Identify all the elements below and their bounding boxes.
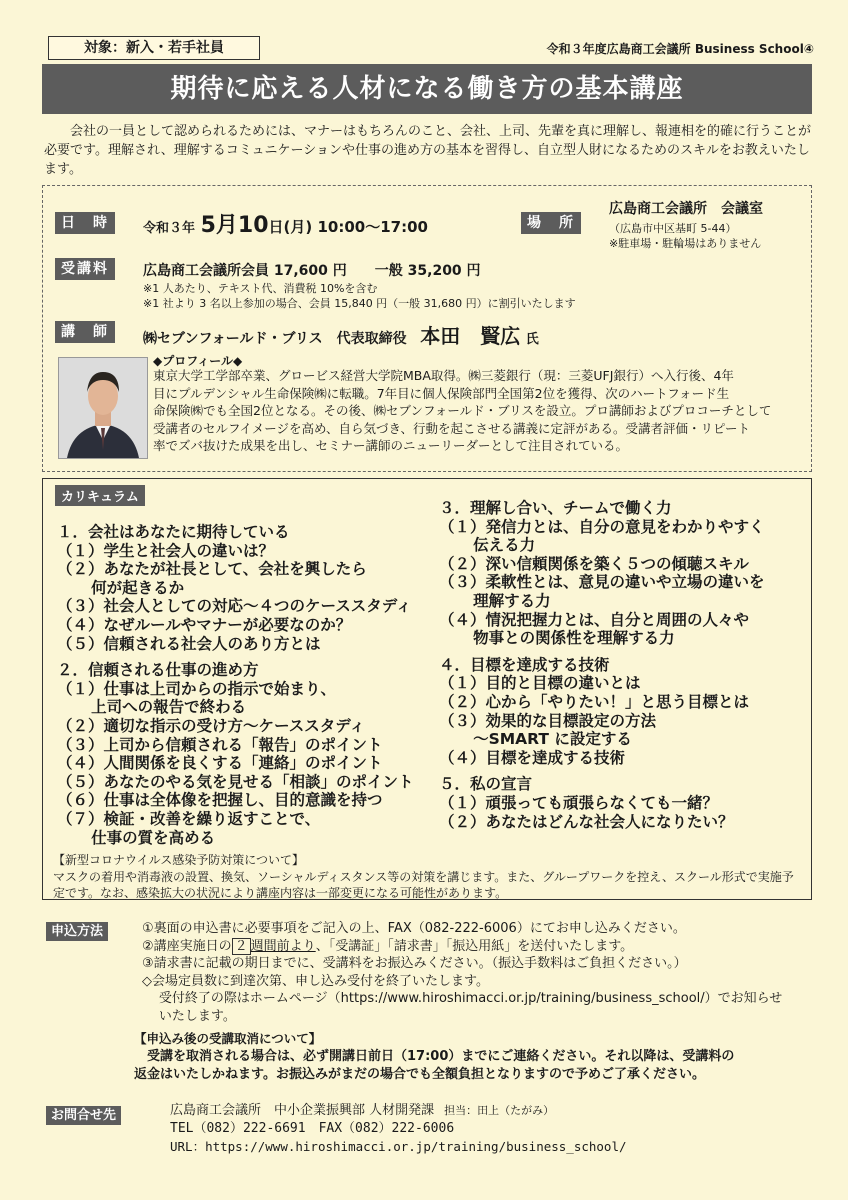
cancel-policy (134, 1030, 810, 1084)
venue-name: 広島商工会議所 会議室 (609, 201, 763, 217)
curriculum-item: （４）目標を達成する技術 (439, 748, 626, 767)
curriculum-item: １．会社はあなたに期待している (57, 523, 290, 541)
curriculum-item: （２）適切な指示の受け方～ケーススタディ (57, 716, 365, 735)
curriculum-item: （１）頑張っても頑張らなくても一緒？ (439, 793, 719, 812)
profile-line: 命保険㈱でも全国2位となる。その後、㈱セブンフォールド・ブリスを設立。プロ講師およびプロコーチとして (153, 403, 772, 418)
curriculum-item: （４）情況把握力とは、自分と周囲の人々や (439, 610, 750, 629)
curriculum-box (42, 478, 812, 900)
contact-label: お問合せ先 (46, 1106, 121, 1125)
contact-label-wrap (46, 1104, 121, 1123)
profile-line: 率でズバ抜けた成果を出し、セミナー講師のニューリーダーとして注目されている。 (153, 438, 629, 453)
curriculum-item: （３）上司から信頼される「報告」のポイント (57, 735, 383, 754)
curriculum-right-column (439, 499, 765, 831)
contact-org-line: 広島商工会議所 中小企業振興部 人材開発課 担当：田上（たがみ） (170, 1103, 555, 1118)
curriculum-item: 伝える力 (473, 536, 536, 555)
profile-text (153, 367, 771, 455)
apply-line: ◇会場定員数に到達次第、申し込み受付を終了いたします。 (142, 973, 489, 989)
curriculum-item: 上司への報告で終わる (91, 698, 247, 717)
curriculum-item: （３）効果的な目標設定の方法 (439, 711, 657, 730)
curriculum-item: （３）柔軟性とは、意見の違いや立場の違いを (439, 573, 765, 592)
fee-note-2: ※1 社より 3 名以上参加の場合、会員 15,840 円（一般 31,680 円）に割引いたします (143, 297, 576, 310)
instructor-label: 講 師 (55, 321, 115, 343)
curriculum-item: （１）目的と目標の違いとは (439, 674, 641, 693)
date-value: 令和３年 5月10日(月) 10:00～17:00 (143, 213, 428, 238)
school-series-label: 令和３年度広島商工会議所 Business School④ (546, 42, 814, 56)
intro-paragraph: 会社の一員として認められるためには、マナーはもちろんのこと、会社、上司、先輩を真に理解し、報連相を的確に行うことが必要です。理解され、理解するコミュニケーションや仕事の進め方の基本を習得し、自立型人財になるためのスキルをお教えいたします。 (44, 124, 812, 177)
curriculum-item: （６）仕事は全体像を把握し、目的意識を持つ (57, 791, 383, 810)
curriculum-item: （７）検証・改善を繰り返すことで、 (57, 809, 321, 828)
curriculum-item: 何が起きるか (91, 578, 185, 597)
curriculum-item: ４．目標を達成する技術 (439, 655, 610, 674)
curriculum-item: （５）信頼される社会人のあり方とは (57, 634, 321, 653)
curriculum-item: （２）あなたはどんな社会人になりたい？ (439, 812, 734, 831)
curriculum-left-column (57, 523, 414, 847)
apply-line: ③請求書に記載の期日までに、受講料をお振込みください。（振込手数料はご負担ください。） (142, 956, 687, 971)
cancel-text: 受講を取消される場合は、必ず開講日前日（17:00）までにご連絡ください。それ以降は、受講料の (147, 1049, 735, 1064)
curriculum-item: （１）発信力とは、自分の意見をわかりやすく (439, 517, 765, 536)
curriculum-spacer (439, 648, 765, 656)
curriculum-item: 理解する力 (473, 591, 551, 610)
venue-note: ※駐車場・駐輪場はありません (609, 237, 762, 250)
target-audience-box: 対象：新入・若手社員 (48, 36, 260, 60)
cancel-text: 返金はいたしかねます。お振込みがまだの場合でも全額負担となりますので予めご了承ください。 (134, 1067, 705, 1082)
cancel-heading: 【申込み後の受講取消について】 (134, 1031, 322, 1046)
curriculum-item: （１）仕事は上司からの指示で始まり、 (57, 679, 337, 698)
profile-line: 目にプルデンシャル生命保険㈱に転職。7年目に個人保険部門全国第2位を獲得、次のハートフォード生 (153, 385, 730, 401)
profile-heading: ◆プロフィール◆ (153, 354, 243, 368)
instructor-photo (58, 357, 148, 459)
contact-tel-fax: TEL（082）222-6691 FAX（082）222-6006 (170, 1121, 455, 1136)
apply-line: いたします。 (158, 1008, 236, 1024)
person-portrait-icon (59, 358, 147, 458)
contact-info (170, 1102, 627, 1156)
curriculum-item: （２）心から「やりたい！」と思う目標とは (439, 692, 750, 711)
apply-line: ②講座実施日の ２ 週間前より、「受講証」「請求書」「振込用紙」を送付いたします。 (142, 938, 634, 954)
apply-label: 申込方法 (46, 922, 108, 941)
fee-note-1: ※1 人あたり、テキスト代、消費税 10%を含む (143, 282, 378, 295)
apply-instructions (142, 920, 802, 1025)
date-label: 日 時 (55, 212, 115, 234)
curriculum-item: （２）あなたが社長として、会社を興したら (57, 560, 367, 579)
instructor-line: ㈱セブンフォールド・ブリス 代表取締役 本田 賢広 氏 (143, 324, 539, 348)
page-title: 期待に応える人材になる働き方の基本講座 (42, 64, 812, 114)
curriculum-item: （４）なぜルールやマナーが必要なのか？ (57, 615, 352, 634)
curriculum-item: （５）あなたのやる気を見せる「相談」のポイント (57, 772, 414, 791)
venue-label: 場 所 (521, 212, 581, 234)
venue-address: （広島市中区基町 5-44） (609, 222, 737, 235)
curriculum-item: ３．理解し合い、チームで働く力 (439, 499, 672, 517)
curriculum-item: （１）学生と社会人の違いは？ (57, 541, 275, 560)
covid-notice (53, 852, 801, 902)
curriculum-item: 仕事の質を高める (91, 828, 216, 847)
curriculum-tag: カリキュラム (55, 485, 145, 506)
apply-line: ①裏面の申込書に必要事項をご記入の上、FAX（082-222-6006）にてお申し込みください。 (142, 921, 686, 936)
curriculum-item: ～SMART に設定する (473, 730, 632, 749)
fee-main: 広島商工会議所会員 17,600 円 一般 35,200 円 (143, 263, 481, 279)
curriculum-spacer (57, 653, 414, 661)
course-details (42, 185, 812, 472)
curriculum-item: （４）人間関係を良くする「連絡」のポイント (57, 754, 383, 773)
covid-heading: 【新型コロナウイルス感染予防対策について】 (53, 853, 305, 867)
curriculum-item: （２）深い信頼関係を築く５つの傾聴スキル (439, 554, 749, 573)
profile-line: 受講者のセルフイメージを高め、自ら気づき、行動を起こさせる講義に定評がある。受講者評価・リピート (153, 420, 751, 436)
curriculum-item: （３）社会人としての対応～４つのケーススタディ (57, 597, 412, 616)
apply-label-wrap (46, 920, 108, 939)
fee-label: 受講料 (55, 258, 115, 280)
curriculum-item: ２．信頼される仕事の進め方 (57, 661, 259, 680)
profile-line: 東京大学工学部卒業、グロービス経営大学院MBA取得。㈱三菱銀行（現：三菱UFJ銀行）へ入行後、4年 (153, 368, 734, 383)
curriculum-item: 物事との関係性を理解する力 (473, 629, 675, 648)
contact-url[interactable]: URL：https://www.hiroshimacci.or.jp/training/business_school/ (170, 1139, 627, 1154)
curriculum-item: ５．私の宣言 (439, 775, 533, 794)
covid-text: マスクの着用や消毒液の設置、換気、ソーシャルディスタンス等の対策を講じます。また、グループワークを控え、スクール形式で実施予定です。なお、感染拡大の状況により講座内容は一部変更になる可能性があります。 (53, 869, 794, 900)
apply-line: 受付終了の際はホームページ（https://www.hiroshimacci.or.jp/training/business_school/）でお知らせ (158, 991, 783, 1006)
